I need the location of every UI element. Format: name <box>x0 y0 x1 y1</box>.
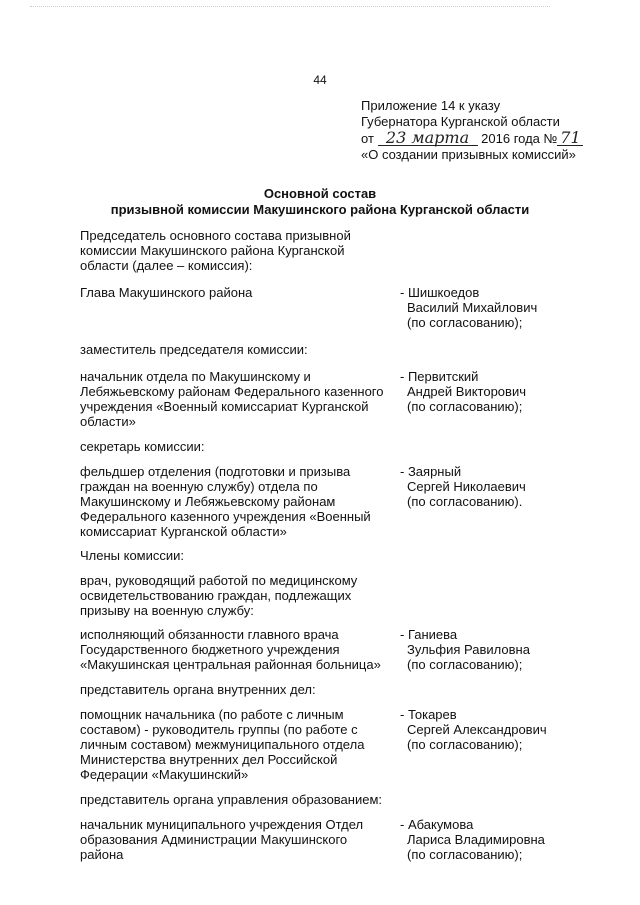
member-name <box>392 707 550 752</box>
title-line-1: Основной состав <box>263 186 377 201</box>
position-line: освидетельствованию граждан, подлежащих <box>80 588 352 603</box>
list-item <box>80 548 550 563</box>
year-text: 2016 года № <box>481 131 558 146</box>
member-name-line: - Заярный <box>400 464 462 479</box>
position-line: исполняющий обязанности главного врача <box>80 627 339 642</box>
position-line: представитель органа управления образованием: <box>80 792 383 807</box>
position-line: граждан на военную службу) отдела по <box>80 479 318 494</box>
member-name-line: - Абакумова <box>400 817 474 832</box>
position-line: учреждения «Военный комиссариат Курганской <box>80 399 369 414</box>
member-name-line: - Ганиева <box>400 627 458 642</box>
list-item <box>80 369 550 429</box>
list-item <box>80 228 550 273</box>
member-name-line: Сергей Александрович <box>407 722 547 737</box>
list-item <box>80 627 550 672</box>
member-name-line: - Шишкоедов <box>400 285 480 300</box>
position-line: Министерства внутренних дел Российской <box>80 752 338 767</box>
member-name-line: (по согласованию). <box>407 494 523 509</box>
position-line: помощник начальника (по работе с личным <box>80 707 344 722</box>
member-name-line: Лариса Владимировна <box>407 832 545 847</box>
position-line: «Макушинская центральная районная больница» <box>80 657 381 672</box>
member-name-line: Сергей Николаевич <box>407 479 526 494</box>
position-description <box>80 228 392 273</box>
position-description <box>80 682 392 697</box>
position-line: комиссии Макушинского района Курганской <box>80 243 345 258</box>
position-line: района <box>80 847 124 862</box>
member-name <box>392 369 550 414</box>
position-line: Глава Макушинского района <box>80 285 253 300</box>
appendix-block <box>361 98 583 163</box>
page-number: 44 <box>313 73 327 87</box>
position-line: области (далее – комиссия): <box>80 258 253 273</box>
position-line: заместитель председателя комиссии: <box>80 342 308 357</box>
position-description <box>80 792 392 807</box>
date-prefix: от <box>361 131 374 146</box>
member-name <box>392 817 550 862</box>
list-item <box>80 682 550 697</box>
position-line: секретарь комиссии: <box>80 439 205 454</box>
position-line: Лебяжьевскому районам Федерального казенного <box>80 384 384 399</box>
appendix-line-1: Приложение 14 к указу <box>361 98 501 113</box>
member-name-line: - Токарев <box>400 707 457 722</box>
position-line: области» <box>80 414 136 429</box>
list-item <box>80 573 550 618</box>
list-item <box>80 792 550 807</box>
handwritten-date: 23 марта <box>378 130 478 146</box>
position-line: Макушинскому и Лебяжьевскому районам <box>80 494 336 509</box>
member-name-line: (по согласованию); <box>407 399 523 414</box>
handwritten-number: 71 <box>557 130 583 146</box>
position-line: Председатель основного состава призывной <box>80 228 351 243</box>
position-description <box>80 573 392 618</box>
member-name <box>392 464 550 509</box>
position-line: Федерации «Макушинский» <box>80 767 249 782</box>
member-name <box>392 285 550 330</box>
position-line: фельдшер отделения (подготовки и призыва <box>80 464 351 479</box>
member-name-line: (по согласованию); <box>407 737 523 752</box>
member-name-line: Василий Михайлович <box>407 300 538 315</box>
commission-list <box>80 228 550 862</box>
document-title <box>0 186 640 218</box>
position-description <box>80 707 392 782</box>
member-name <box>392 627 550 672</box>
position-description <box>80 369 392 429</box>
position-description <box>80 285 392 300</box>
position-line: личным составом) межмуниципального отдела <box>80 737 365 752</box>
position-line: Федерального казенного учреждения «Военный <box>80 509 371 524</box>
position-description <box>80 627 392 672</box>
position-line: Члены комиссии: <box>80 548 185 563</box>
position-line: представитель органа внутренних дел: <box>80 682 316 697</box>
appendix-date-line <box>361 130 583 147</box>
member-name-line: Андрей Викторович <box>407 384 526 399</box>
member-name-line: (по согласованию); <box>407 315 523 330</box>
position-line: начальник отдела по Макушинскому и <box>80 369 311 384</box>
appendix-line-2: Губернатора Курганской области <box>361 114 560 129</box>
position-description <box>80 548 392 563</box>
position-line: образования Администрации Макушинского <box>80 832 348 847</box>
member-name-line: Зульфия Равиловна <box>407 642 530 657</box>
position-line: комиссариат Курганской области» <box>80 524 287 539</box>
position-line: составом) - руководитель группы (по работе с <box>80 722 358 737</box>
position-line: начальник муниципального учреждения Отдел <box>80 817 364 832</box>
member-name-line: - Первитский <box>400 369 479 384</box>
list-item <box>80 707 550 782</box>
scan-artifact-line <box>30 6 550 10</box>
list-item <box>80 342 550 357</box>
position-description <box>80 439 392 454</box>
list-item <box>80 464 550 539</box>
position-line: призыву на военную службу: <box>80 603 254 618</box>
list-item <box>80 439 550 454</box>
position-line: врач, руководящий работой по медицинскому <box>80 573 358 588</box>
appendix-line-4: «О создании призывных комиссий» <box>361 147 576 162</box>
position-description <box>80 342 392 357</box>
member-name-line: (по согласованию); <box>407 847 523 862</box>
position-line: Государственного бюджетного учреждения <box>80 642 340 657</box>
list-item <box>80 285 550 330</box>
position-description <box>80 464 392 539</box>
position-description <box>80 817 392 862</box>
title-line-2: призывной комиссии Макушинского района Курганской области <box>110 202 530 217</box>
list-item <box>80 817 550 862</box>
member-name-line: (по согласованию); <box>407 657 523 672</box>
